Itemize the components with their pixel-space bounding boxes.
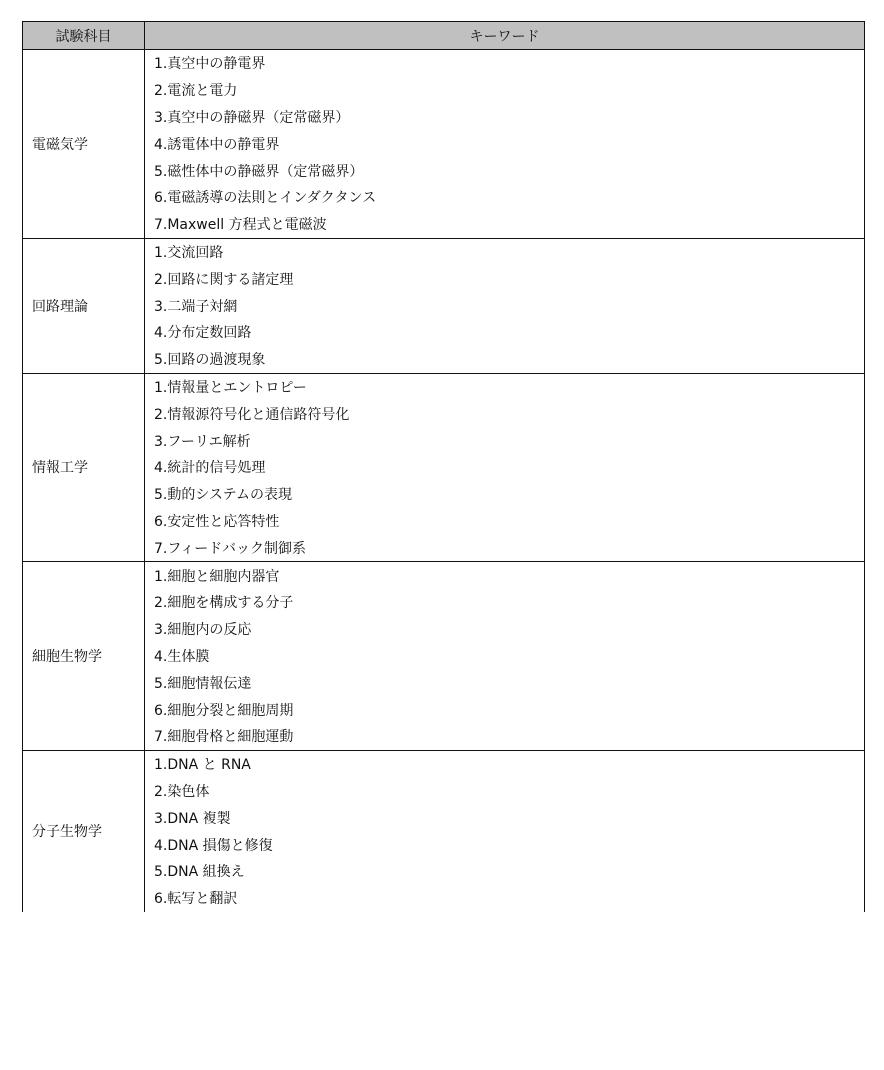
keyword-cell: 6.細胞分裂と細胞周期: [145, 696, 865, 723]
table-row: [23, 184, 865, 211]
table-row: [23, 778, 865, 805]
table-row: [23, 643, 865, 670]
keyword-cell: 7.フィードバック制御系: [145, 534, 865, 561]
keyword-cell: 7.Maxwell 方程式と電磁波: [145, 211, 865, 238]
keyword-cell: 4.誘電体中の静電界: [145, 130, 865, 157]
table-row: [23, 238, 865, 265]
table-row: [23, 750, 865, 777]
keyword-cell: 4.分布定数回路: [145, 319, 865, 346]
keyword-cell: 2.染色体: [145, 778, 865, 805]
keyword-cell: 3.フーリエ解析: [145, 427, 865, 454]
table-row: [23, 211, 865, 238]
keyword-cell: 1.交流回路: [145, 238, 865, 265]
table-row: [23, 508, 865, 535]
table-row: [23, 885, 865, 912]
keyword-cell: 5.磁性体中の静磁界（定常磁界）: [145, 157, 865, 184]
keyword-cell: 2.情報源符号化と通信路符号化: [145, 400, 865, 427]
keyword-cell: 3.二端子対網: [145, 292, 865, 319]
keyword-cell: 2.細胞を構成する分子: [145, 589, 865, 616]
keyword-cell: 1.細胞と細胞内器官: [145, 562, 865, 589]
keyword-cell: 4.DNA 損傷と修復: [145, 831, 865, 858]
table-row: [23, 319, 865, 346]
keyword-cell: 4.生体膜: [145, 643, 865, 670]
keyword-cell: 1.情報量とエントロピー: [145, 373, 865, 400]
table-row: [23, 534, 865, 561]
keyword-cell: 3.DNA 複製: [145, 804, 865, 831]
table-row: [23, 50, 865, 77]
keyword-cell: 5.DNA 組換え: [145, 858, 865, 885]
keyword-cell: 3.真空中の静磁界（定常磁界）: [145, 104, 865, 131]
table-row: [23, 454, 865, 481]
keyword-cell: 1.DNA と RNA: [145, 750, 865, 777]
table-row: [23, 265, 865, 292]
subject-cell: 細胞生物学: [23, 562, 145, 751]
table-row: [23, 130, 865, 157]
subject-cell: 分子生物学: [23, 750, 145, 911]
table-row: [23, 562, 865, 589]
keyword-cell: 7.細胞骨格と細胞運動: [145, 723, 865, 750]
keyword-cell: 4.統計的信号処理: [145, 454, 865, 481]
keyword-cell: 6.安定性と応答特性: [145, 508, 865, 535]
table-row: [23, 831, 865, 858]
table-row: [23, 723, 865, 750]
keyword-cell: 1.真空中の静電界: [145, 50, 865, 77]
keyword-cell: 5.回路の過渡現象: [145, 346, 865, 373]
table-row: [23, 77, 865, 104]
subject-column-header: 試験科目: [23, 22, 145, 50]
table-row: [23, 427, 865, 454]
subject-cell: 回路理論: [23, 238, 145, 373]
table-row: [23, 400, 865, 427]
keyword-cell: 6.電磁誘導の法則とインダクタンス: [145, 184, 865, 211]
keyword-cell: 5.細胞情報伝達: [145, 669, 865, 696]
subject-cell: 情報工学: [23, 373, 145, 562]
table-body: [23, 50, 865, 912]
table-row: [23, 373, 865, 400]
table-row: [23, 696, 865, 723]
keyword-cell: 3.細胞内の反応: [145, 616, 865, 643]
keyword-cell: 2.回路に関する諸定理: [145, 265, 865, 292]
table-row: [23, 589, 865, 616]
table-row: [23, 104, 865, 131]
table-row: [23, 858, 865, 885]
keyword-column-header: キーワード: [145, 22, 865, 50]
table-row: [23, 616, 865, 643]
keyword-table-container: [22, 21, 864, 912]
exam-keyword-table: [22, 21, 865, 912]
table-header-row: [23, 22, 865, 50]
table-row: [23, 481, 865, 508]
keyword-cell: 6.転写と翻訳: [145, 885, 865, 912]
keyword-cell: 5.動的システムの表現: [145, 481, 865, 508]
subject-cell: 電磁気学: [23, 50, 145, 239]
table-row: [23, 669, 865, 696]
table-row: [23, 292, 865, 319]
keyword-cell: 2.電流と電力: [145, 77, 865, 104]
table-row: [23, 157, 865, 184]
table-row: [23, 346, 865, 373]
table-row: [23, 804, 865, 831]
